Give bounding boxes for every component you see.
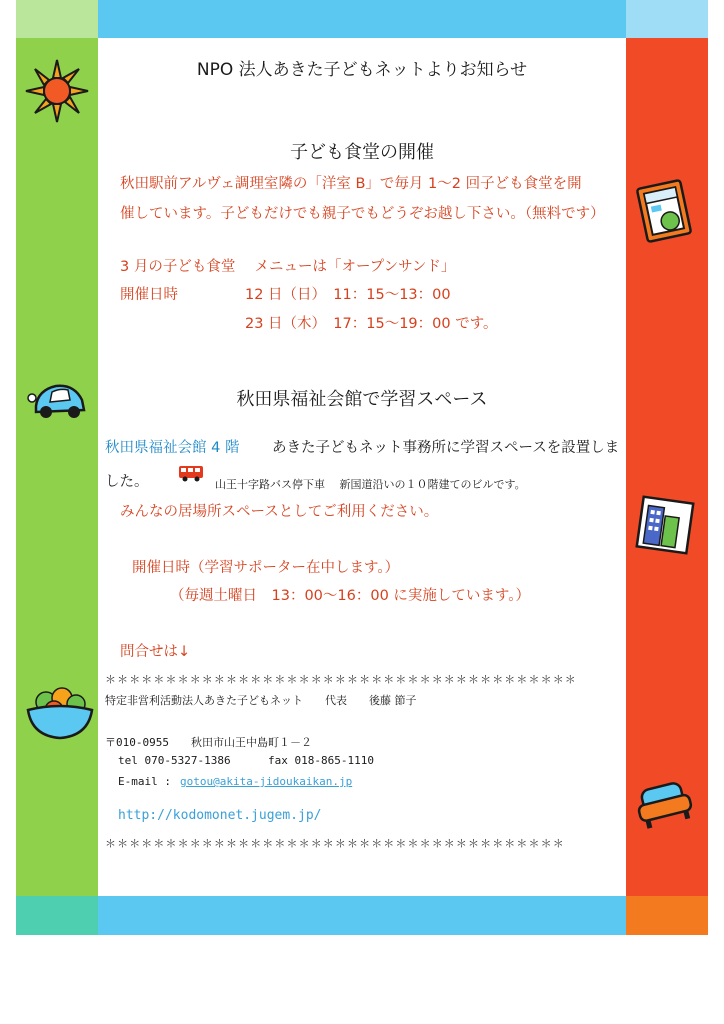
cafeteria-date-2: 23 日（木） 17：15～19：00 です。	[245, 316, 498, 332]
top-bar	[98, 0, 626, 38]
section-heading-kids-cafeteria: 子ども食堂の開催	[290, 142, 434, 163]
study-schedule-1: 開催日時（学習サポーター在中します。）	[132, 560, 400, 576]
study-text-line3: みんなの居場所スペースとしてご利用ください。	[120, 504, 439, 520]
sun-icon	[24, 58, 90, 124]
window-icon	[634, 178, 694, 244]
cafeteria-menu: 3 月の子ども食堂 メニューは「オープンサンド」	[120, 259, 456, 275]
building-icon	[634, 494, 696, 556]
cafeteria-text-line2: 催しています。子どもだけでも親子でもどうぞお越し下さい。（無料です）	[120, 206, 605, 222]
fruit-bowl-icon	[24, 680, 96, 742]
website-link[interactable]: http://kodomonet.jugem.jp/	[118, 808, 322, 823]
sofa-icon	[632, 776, 696, 832]
cafeteria-date-1: 12 日（日） 11：15～13：00	[245, 287, 451, 303]
contact-tel: tel 070-5327-1386	[118, 754, 231, 767]
study-text-line2: した。	[105, 474, 149, 490]
contact-org: 特定非営利活動法人あきた子どもネット 代表 後藤 節子	[105, 694, 417, 707]
study-text-line1: あきた子どもネット事務所に学習スペースを設置しま	[272, 440, 620, 456]
page-title: NPO 法人あきた子どもネットよりお知らせ	[196, 60, 528, 80]
bottom-bar	[98, 896, 626, 935]
contact-email-label: E-mail :	[118, 775, 171, 788]
contact-email-link[interactable]: gotou@akita-jidoukaikan.jp	[180, 775, 353, 788]
corner-top-left	[16, 0, 98, 38]
section-heading-study-space: 秋田県福祉会館で学習スペース	[236, 389, 488, 410]
bus-icon	[178, 465, 204, 483]
corner-bottom-left	[16, 896, 98, 935]
cafeteria-text-line1: 秋田駅前アルヴェ調理室隣の「洋室 B」で毎月 1～2 回子ども食堂を開	[120, 176, 582, 192]
contact-prompt: 問合せは↓	[120, 644, 191, 660]
divider-top: ＊＊＊＊＊＊＊＊＊＊＊＊＊＊＊＊＊＊＊＊＊＊＊＊＊＊＊＊＊＊＊＊＊＊＊＊＊＊＊	[105, 673, 577, 686]
contact-fax: fax 018-865-1110	[268, 754, 374, 767]
left-strip	[16, 38, 98, 896]
divider-bottom: ＊＊＊＊＊＊＊＊＊＊＊＊＊＊＊＊＊＊＊＊＊＊＊＊＊＊＊＊＊＊＊＊＊＊＊＊＊＊	[105, 837, 565, 850]
corner-bottom-right	[626, 896, 708, 935]
corner-top-right	[626, 0, 708, 38]
study-place: 秋田県福祉会館 4 階	[105, 440, 240, 456]
contact-address: 〒010-0955 秋田市山王中島町１－２	[105, 736, 312, 749]
study-schedule-2: （毎週土曜日 13：00～16：00 に実施しています。）	[170, 588, 531, 604]
bus-stop-note: 山王十字路バス停下車 新国道沿いの１０階建てのビルです。	[215, 478, 526, 491]
right-strip	[626, 38, 708, 896]
cafeteria-date-label: 開催日時	[120, 287, 178, 303]
car-icon	[26, 376, 92, 424]
